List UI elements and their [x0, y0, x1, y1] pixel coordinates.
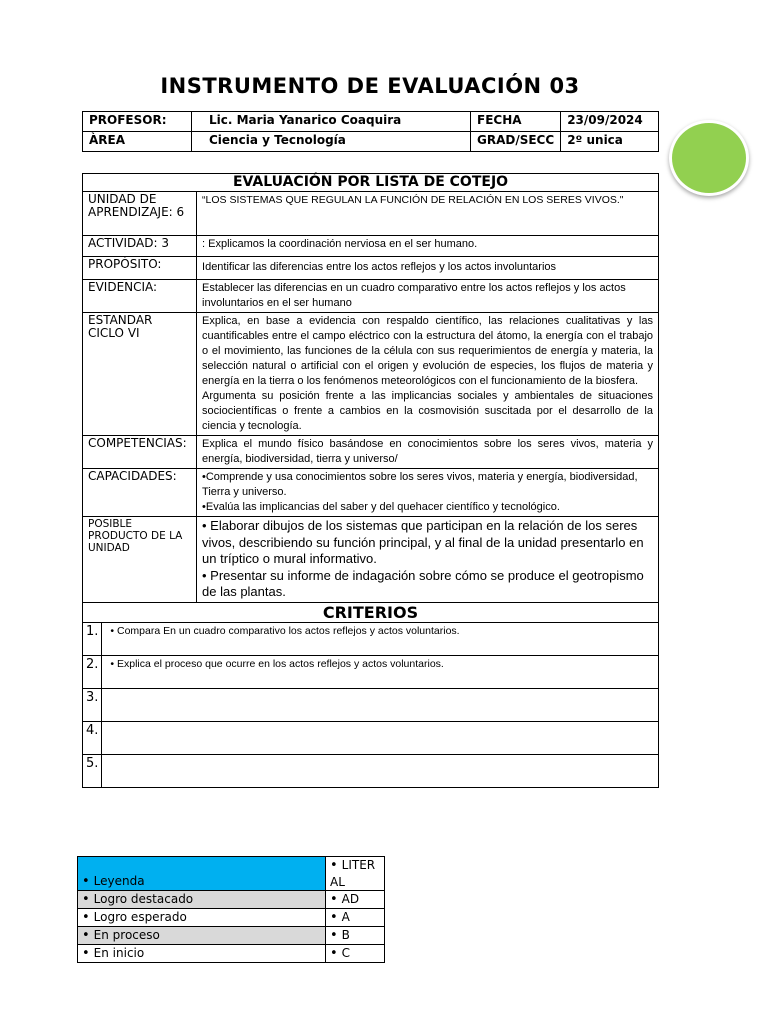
producto-item-2: • Presentar su informe de indagación sobre cómo se produce el geotropismo de las plantas. — [202, 567, 644, 599]
row-proposito — [83, 257, 659, 280]
criteria-number: 1. — [83, 622, 102, 655]
legend-row-label-cell — [78, 945, 326, 963]
legend-row-code: • B — [330, 928, 350, 942]
legend-row-label-cell — [78, 927, 326, 945]
header-row-profesor — [83, 112, 659, 132]
legend-row-code-cell — [326, 909, 385, 927]
legend-row — [78, 891, 385, 909]
legend-row-code-cell — [326, 927, 385, 945]
criteria-number: 5. — [83, 754, 102, 787]
producto-value-cell — [197, 517, 659, 603]
capacidades-value-cell — [197, 469, 659, 517]
row-actividad — [83, 236, 659, 257]
estandar-paragraph-1: Explica, en base a evidencia con respaldo científico, las relaciones cualitativas y las cuantificables entre el campo eléctrico con la estructura del átomo, la energía con el trabajo o el movimiento, las funciones de la célula con sus requerimientos de energía y materia, la selección natural o artificial con el origen y evolución de especies, los flujos de materia y energía en la tierra o los fenómenos meteorológicos con el funcionamiento de la biosfera. — [202, 315, 653, 387]
legend-row-label: • En inicio — [82, 946, 144, 960]
grado-value: 2º unica — [561, 132, 659, 152]
header-row-area — [83, 132, 659, 152]
document-title: INSTRUMENTO DE EVALUACIÓN 03 — [160, 74, 580, 98]
evidencia-value: Establecer las diferencias en un cuadro comparativo entre los actos reflejos y los actos involuntarios en el ser humano — [197, 280, 659, 313]
unidad-label: UNIDAD DE APRENDIZAJE: 6 — [83, 192, 197, 236]
criteria-row — [83, 754, 659, 787]
criteria-text: • Compara En un cuadro comparativo los actos reflejos y actos voluntarios. — [102, 622, 659, 655]
row-evidencia — [83, 280, 659, 313]
legend-row-label-cell — [78, 891, 326, 909]
capacidad-item-2: •Evalúa las implicancias del saber y del quehacer científico y tecnológico. — [202, 501, 560, 513]
proposito-label: PROPÓSITO: — [83, 257, 197, 280]
criteria-row — [83, 622, 659, 655]
evaluation-section-title: EVALUACIÓN POR LISTA DE COTEJO — [83, 174, 659, 192]
legend-row-code-cell — [326, 891, 385, 909]
criteria-text — [102, 688, 659, 721]
header-table — [82, 111, 659, 152]
area-value: Ciencia y Tecnología — [192, 132, 471, 152]
fecha-value: 23/09/2024 — [561, 112, 659, 132]
evaluation-title-row — [83, 174, 659, 192]
legend-row-label: • En proceso — [82, 928, 160, 942]
criteria-title-row — [83, 602, 659, 622]
row-capacidades — [83, 469, 659, 517]
criteria-text — [102, 754, 659, 787]
legend-row-code: • C — [330, 946, 350, 960]
criteria-row — [83, 655, 659, 688]
area-label: ÀREA — [83, 132, 192, 152]
actividad-label: ACTIVIDAD: 3 — [83, 236, 197, 257]
capacidad-item-1: •Comprende y usa conocimientos sobre los seres vivos, materia y energía, biodiversidad, Tierra y universo. — [202, 471, 638, 498]
evidencia-label: EVIDENCIA: — [83, 280, 197, 313]
criteria-text: • Explica el proceso que ocurre en los actos reflejos y actos voluntarios. — [102, 655, 659, 688]
unidad-value: “LOS SISTEMAS QUE REGULAN LA FUNCIÓN DE RELACIÓN EN LOS SERES VIVOS." — [197, 192, 659, 236]
legend-header-label: • Leyenda — [82, 874, 145, 888]
criteria-title: CRITERIOS — [83, 602, 659, 622]
row-competencias — [83, 436, 659, 469]
legend-row-code: • AD — [330, 892, 359, 906]
row-estandar — [83, 313, 659, 436]
profesor-label: PROFESOR: — [83, 112, 192, 132]
grado-label: GRAD/SECC — [471, 132, 561, 152]
row-producto — [83, 517, 659, 603]
legend-header-literal: • LITERAL — [330, 858, 375, 889]
legend-header-right — [326, 857, 385, 891]
capacidades-label: CAPACIDADES: — [83, 469, 197, 517]
producto-item-1: • Elaborar dibujos de los sistemas que participan en la relación de los seres vivos, describiendo su función principal, y al final de la unidad presentarlo en un tríptico o mural informativo. — [202, 518, 644, 566]
fecha-label: FECHA — [471, 112, 561, 132]
competencias-label: COMPETENCIAS: — [83, 436, 197, 469]
criteria-number: 3. — [83, 688, 102, 721]
proposito-value: Identificar las diferencias entre los actos reflejos y los actos involuntarios — [197, 257, 659, 280]
legend-row — [78, 927, 385, 945]
criteria-number: 2. — [83, 655, 102, 688]
row-unidad — [83, 192, 659, 236]
green-circle-shape — [669, 120, 749, 196]
criteria-number: 4. — [83, 721, 102, 754]
legend-row-code: • A — [330, 910, 350, 924]
legend-row — [78, 909, 385, 927]
legend-table — [77, 856, 385, 963]
legend-header-left — [78, 857, 326, 891]
legend-row-label: • Logro esperado — [82, 910, 187, 924]
actividad-value: : Explicamos la coordinación nerviosa en el ser humano. — [197, 236, 659, 257]
criteria-row — [83, 688, 659, 721]
evaluation-table — [82, 173, 659, 788]
legend-header-row — [78, 857, 385, 891]
producto-label: POSIBLE PRODUCTO DE LA UNIDAD — [83, 517, 197, 603]
legend-row-code-cell — [326, 945, 385, 963]
estandar-value-cell — [197, 313, 659, 436]
legend-row-label-cell — [78, 909, 326, 927]
estandar-label: ESTANDAR CICLO VI — [83, 313, 197, 436]
profesor-value: Lic. Maria Yanarico Coaquira — [192, 112, 471, 132]
competencias-value: Explica el mundo físico basándose en conocimientos sobre los seres vivos, materia y energía, biodiversidad, tierra y universo/ — [197, 436, 659, 469]
estandar-paragraph-2: Argumenta su posición frente a las implicancias sociales y ambientales de situaciones sociocientíficas o frente a cambios en la cosmovisión suscitada por el desarrollo de la ciencia y tecnología. — [202, 390, 653, 432]
legend-row — [78, 945, 385, 963]
legend-row-label: • Logro destacado — [82, 892, 193, 906]
criteria-text — [102, 721, 659, 754]
criteria-row — [83, 721, 659, 754]
